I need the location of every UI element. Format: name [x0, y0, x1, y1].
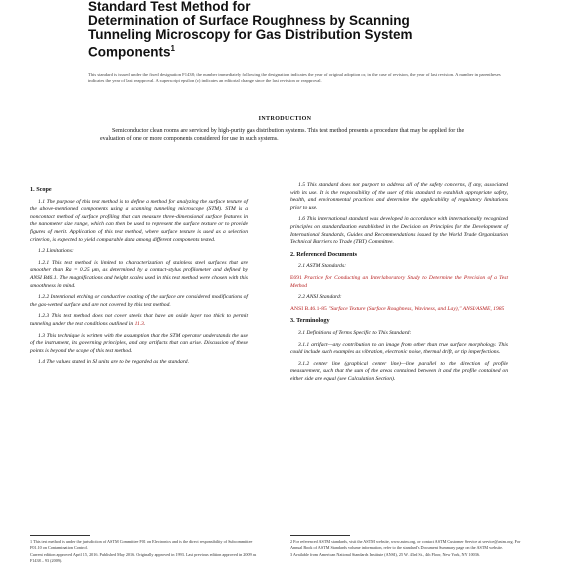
scope-heading: 1. Scope	[30, 186, 52, 193]
paragraph-1-2-1: 1.2.1 This test method is limited to characterization of stainless steel surfaces that are smoother than Ra = 0.25 μm, as determined by a contact-stylus profilometer and defined by ANSI B46.1. The magnifications and height scales used in this test method were chosen with this smoothness in mind.	[30, 259, 248, 289]
footnote-rule-right	[290, 535, 350, 536]
paragraph-1-2-2: 1.2.2 Intentional etching or conductive coating of the surface are considered modifications of the gas-wetted surface and are not covered by this test method.	[30, 294, 248, 308]
right-column	[290, 182, 508, 387]
right-footnotes	[290, 535, 522, 560]
ansi-standard-label: 2.2 ANSI Standard:	[298, 294, 342, 301]
title-line-3: Tunneling Microscopy for Gas Distribution System	[88, 27, 413, 42]
paragraph-1-6: 1.6 This international standard was developed in accordance with internationally recognized principles on standardization established in the Decision on Principles for the Development of International Standards, Guides and Recommendations issued by the World Trade Organization Technical Barriers to Trade (TBT) Committee.	[290, 216, 508, 246]
paragraph-3-1: 3.1 Definitions of Terms Specific to This Standard:	[298, 329, 412, 336]
reference-e691-title[interactable]: Practice for Conducting an Interlaboratory Study to Determine the Precision of a Test Method	[290, 274, 508, 289]
footnote-jurisdiction: 1 This test method is under the jurisdiction of ASTM Committee F01 on Electronics and is the direct responsibility of Subcommittee F01.10 on Contamination Control.	[30, 539, 253, 550]
reference-ansi-title[interactable]: "Surface Texture (Surface Roughness, Waviness, and Lay)," ANSI/ASME, 1985	[328, 305, 505, 312]
title-line-1: Standard Test Method for	[88, 0, 251, 14]
reference-e691-code[interactable]: E691	[290, 274, 302, 281]
paragraph-1-2: 1.2 Limitations:	[38, 248, 74, 255]
introduction-heading: INTRODUCTION	[258, 116, 312, 122]
left-footnotes	[30, 535, 262, 565]
designation-notice: This standard is issued under the fixed designation F1438; the number immediately following the designation indicates the year of original adoption or, in the case of revision, the year of last revision. A number in parentheses indicates the year of last reapproval. A superscript epsilon (ε) indicates an editorial change since the last revision or reapproval.	[88, 72, 501, 84]
footnote-astm-website: 2 For referenced ASTM standards, visit the ASTM website, www.astm.org, or contact ASTM Customer Service at service@astm.org. For Annual Book of ASTM Standards volume information, refer to the standard's Document Summary page on the ASTM website.	[290, 539, 521, 550]
reference-e691	[290, 275, 508, 290]
referenced-documents-heading: 2. Referenced Documents	[290, 250, 358, 258]
footnote-ansi: 3 Available from American National Standards Institute (ANSI), 25 W. 43rd St., 4th Floor, New York, NY 10036.	[290, 552, 480, 558]
footnote-rule-left	[30, 535, 90, 536]
paragraph-1-2-3	[30, 313, 248, 328]
section-link-11-3[interactable]: 11.3	[134, 320, 144, 327]
terminology-heading: 3. Terminology	[290, 317, 330, 325]
document-title	[88, 0, 508, 60]
paragraph-3-1-2: 3.1.2 center line (graphical center line)—line parallel to the direction of profile measurement, such that the sum of the areas contained between it and the profile contained on either side are equal (see Calculation Section).	[290, 360, 508, 382]
title-line-4	[88, 42, 508, 60]
astm-standards-label: 2.1 ASTM Standards:	[298, 263, 347, 270]
reference-ansi-code[interactable]: ANSI B.46.1-85	[290, 305, 327, 312]
footnote-edition: Current edition approved April 15, 2016. Published May 2016. Originally approved in 1993. Last previous edition approved in 2009 as F1438 – 93 (2009).	[30, 552, 257, 563]
reference-ansi	[290, 306, 508, 314]
title-line-4-text: Components	[88, 44, 171, 60]
title-line-2: Determination of Surface Roughness by Scanning	[88, 13, 410, 28]
paragraph-1-1: 1.1 The purpose of this test method is to define a method for analyzing the surface texture of the above-mentioned components using a scanning tunneling microscope (STM). STM is a noncontact method of surface profiling that can measure three-dimensional surface features in the nanometer size range, which can then be used to represent the surface texture or to provide figures of merit. Application of this test method, where surface texture is used as a selection criterion, is expected to yield comparable data among different components tested.	[30, 198, 248, 243]
introduction-text: Semiconductor clean rooms are serviced by high-purity gas distribution systems. This test method presents a procedure that may be applied for the evaluation of one or more components considered for use in such systems.	[100, 128, 465, 143]
left-column	[30, 182, 248, 371]
paragraph-1-4: 1.4 The values stated in SI units are to be regarded as the standard.	[38, 359, 189, 366]
paragraph-1-2-3-text: 1.2.3 This test method does not cover steels that have an oxide layer too thick to permit tunneling under the test conditions outlined in	[30, 313, 248, 327]
paragraph-1-5: 1.5 This standard does not purport to address all of the safety concerns, if any, associated with its use. It is the responsibility of the user of this standard to establish appropriate safety, health, and environmental practices and determine the applicability of regulatory limitations prior to use.	[290, 182, 508, 211]
paragraph-1-2-3-end: .	[143, 320, 146, 327]
title-footnote-mark: 1	[170, 44, 175, 53]
paragraph-3-1-1: 3.1.1 artifact—any contribution to an image from other than true surface morphology. This could include such examples as vibration, electronic noise, thermal drift, or tip imperfections.	[290, 341, 508, 356]
paragraph-1-3: 1.3 This technique is written with the assumption that the STM operator understands the use of the instrument, its governing principles, and any artifacts that can arise. Discussion of these points is beyond the scope of this test method.	[30, 332, 248, 354]
